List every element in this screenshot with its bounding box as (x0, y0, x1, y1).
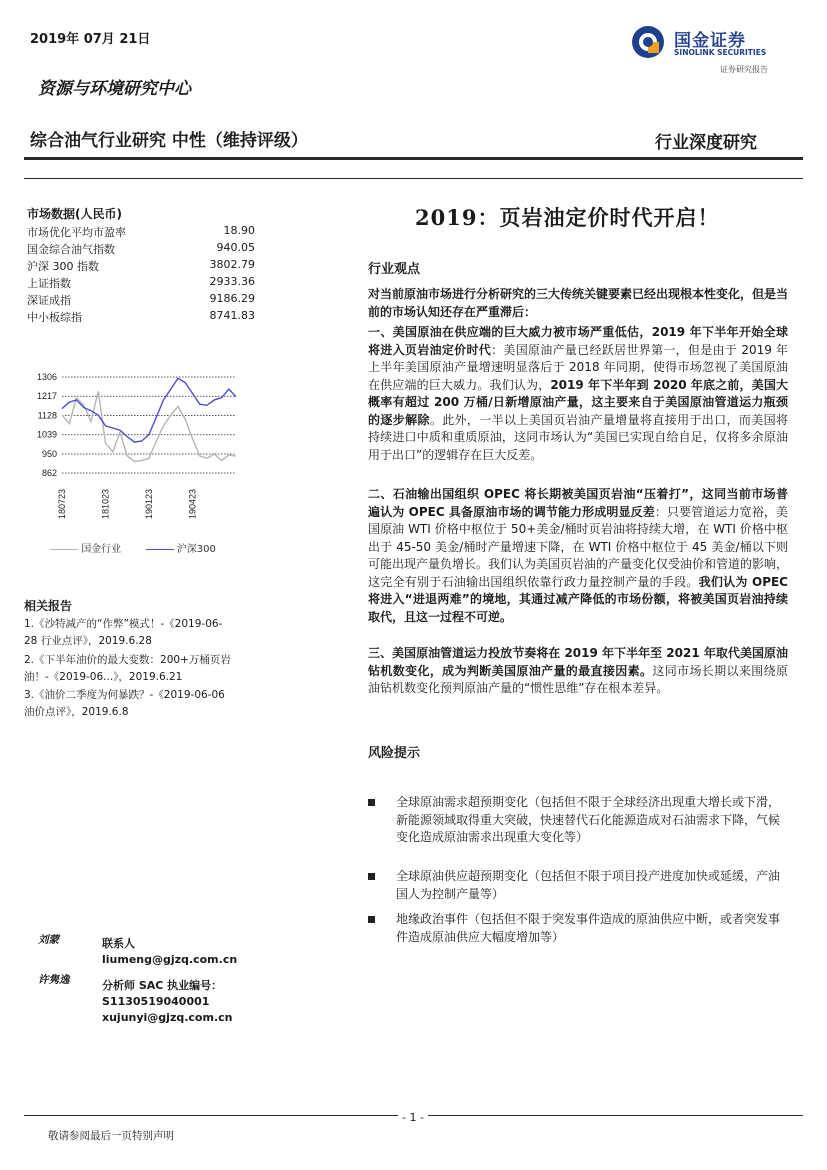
risk-text: 全球原油供应超预期变化（包括但不限于项目投产进度加快或延缓，产油国人为控制产量等） (396, 869, 781, 901)
intro-paragraph: 对当前原油市场进行分析研究的三大传统关键要素已经出现根本性变化，但是当前的市场认知还存在严重滞后： (368, 287, 789, 319)
point-one-highlight: 2019 年下半年到 2020 年底之前，美国大概率有超过 200 万桶/日新增原油产量，这主要来自于美国原油管道运力瓶颈的逐步解除 (368, 377, 788, 427)
point-three-lead: 三、美国原油管道运力投放节奏将在 2019 年下半年至 2021 年取代美国原油钻机数变化，成为判断美国原油产量的最直接因素。 (368, 646, 788, 678)
brand-name-cn: 国金证券 (674, 31, 746, 51)
risk-item (368, 794, 788, 866)
legend-label-hs300: 沪深300 (176, 544, 216, 555)
report-title: 综合油气行业研究 中性（维持评级） (30, 131, 308, 151)
point-two-highlight: 我们认为 OPEC 将进入“进退两难”的境地，其通过减产降低的市场份额，将被美国页岩油持续取代，且这一过程不可逆。 (368, 574, 788, 624)
sinolink-logo-icon (630, 24, 666, 60)
market-row-label: 上证指数 (27, 277, 71, 290)
point-one-lead: 一、美国原油在供应端的巨大威力被市场严重低估，2019 年下半年开始全球将进入页岩油定价时代 (368, 325, 788, 357)
market-row-value: 2933.36 (209, 275, 255, 288)
related-report-item[interactable] (24, 616, 266, 650)
analyst-email[interactable]: liumeng@gjzq.com.cn (102, 953, 238, 966)
point-one-text-a: ：美国原油产量已经跃居世界第一，但是由于 2019 年上半年美国原油产量增速明显落后于 2018 年同期，使得市场忽视了美国原油在供应端的巨大威力。我们认为， (368, 342, 788, 392)
analyst-info (102, 978, 232, 1026)
point-two-text-a: ：只要管道运力宽裕，美国原油 WTI 价格中枢位于 50+美金/桶时页岩油将持续大增，在 WTI 价格中枢出于 45-50 美金/桶时产量增速下降，在 WTI 价格中枢位于 45 美金/桶以下则可能出现产量负增长。我们认为美国页岩油的产量变化仅受油价和管道的影响，这完全有别于石油输出国组织依靠行政力量控制产量的手段。 (368, 504, 789, 589)
brand-name-en: SINOLINK SECURITIES (674, 48, 767, 57)
market-row (27, 241, 255, 258)
market-row-value: 3802.79 (209, 258, 255, 271)
bullet-square-icon (368, 916, 375, 923)
legend-label-industry: 国金行业 (81, 544, 122, 555)
related-report-line: 2.《下半年油价的最大变数：200+万桶页岩 (24, 654, 231, 666)
market-row-value: 940.05 (216, 241, 255, 254)
chart-y-tick-label: 862 (41, 468, 57, 478)
main-title: 2019：页岩油定价时代开启！ (415, 205, 720, 230)
brand-logo (630, 22, 790, 82)
market-row (27, 224, 255, 241)
header-rule (24, 157, 803, 160)
market-row-label: 市场优化平均市盈率 (27, 226, 126, 239)
view-heading: 行业观点 (368, 262, 421, 277)
legend-swatch-industry (50, 549, 78, 550)
related-report-item[interactable] (24, 652, 266, 686)
bullet-square-icon (368, 799, 375, 806)
related-report-line: 3.《油价二季度为何暴跌？-《2019-06-06 (24, 689, 225, 701)
chart-y-tick-label: 1128 (37, 410, 57, 421)
report-date: 2019年 07月 21日 (30, 32, 151, 47)
series-line-industry (62, 391, 236, 461)
market-row (27, 275, 255, 292)
market-row-value: 18.90 (223, 224, 255, 237)
risk-item (368, 868, 788, 904)
market-row-value: 8741.83 (209, 309, 255, 322)
market-row-value: 9186.29 (209, 292, 255, 305)
related-report-line: 28 行业点评》，2019.6.28 (24, 635, 152, 647)
point-one (368, 324, 788, 464)
series-line-hs300 (62, 378, 236, 442)
research-center: 资源与环境研究中心 (38, 79, 191, 99)
market-row (27, 292, 255, 309)
risk-item (368, 911, 788, 947)
report-type: 行业深度研究 (655, 133, 757, 153)
market-row (27, 258, 255, 275)
chart-x-tick-label: 190423 (187, 488, 198, 519)
related-report-line: 油价点评》，2019.6.8 (24, 706, 129, 718)
market-row-label: 深证成指 (27, 294, 71, 307)
analyst-info (102, 936, 237, 968)
page-number: - 1 - (398, 1111, 428, 1124)
point-one-text-c: 。此外，一半以上美国页岩油产量增量将直接用于出口，而美国将持续进口中质和重质原油，这同市场认为“美国已实现自给自足，仅将多余原油用于出口”的逻辑存在巨大反差。 (368, 412, 788, 462)
header-rule-thin (24, 178, 803, 179)
risk-text: 全球原油需求超预期变化（包括但不限于全球经济出现重大增长或下滑，新能源领域取得重大突破，快速替代石化能源造成对石油需求下降，气候变化造成原油需求出现重大变化等） (396, 795, 781, 844)
risk-text: 地缘政治事件（包括但不限于突发事件造成的原油供应中断，或者突发事件造成原油供应大幅度增加等） (396, 912, 781, 944)
point-three (368, 645, 788, 698)
market-row (27, 309, 255, 326)
point-two-lead: 二、石油输出国组织 OPEC 将长期被美国页岩油“压着打”，这同当前市场普遍认为 OPEC 具备原油市场的调节能力形成明显反差 (368, 487, 788, 519)
chart-y-tick-label: 1217 (36, 391, 57, 402)
chart-x-tick-label: 180723 (57, 488, 67, 519)
footer-disclaimer-note: 敬请参阅最后一页特别声明 (48, 1130, 174, 1142)
point-three-text: 这同市场长期以来围绕原油钻机数变化预判原油产量的“惯性思维”存在根本差异。 (368, 663, 788, 695)
chart-x-tick-label: 190123 (144, 488, 154, 519)
related-report-item[interactable] (24, 687, 266, 721)
related-reports-title: 相关报告 (24, 599, 73, 613)
analyst-name: 刘蒙 (38, 934, 59, 946)
chart-legend (50, 540, 216, 555)
market-row-label: 国金综合油气指数 (27, 243, 115, 256)
index-comparison-chart (20, 365, 240, 525)
related-report-line: 1.《沙特减产的“作弊”模式！-《2019-06- (24, 618, 223, 630)
bullet-square-icon (368, 873, 375, 880)
related-report-line: 油！-《2019-06...》，2019.6.21 (24, 671, 183, 683)
point-two (368, 486, 788, 626)
market-row-label: 沪深 300 指数 (27, 260, 99, 273)
chart-y-tick-label: 1039 (36, 429, 57, 440)
brand-subtitle: 证券研究报告 (720, 65, 768, 74)
analyst-role: 联系人 (102, 937, 135, 950)
chart-y-tick-label: 1306 (36, 372, 57, 382)
risk-heading: 风险提示 (368, 746, 421, 761)
analyst-name: 许隽逸 (38, 974, 70, 986)
legend-swatch-hs300 (146, 549, 174, 550)
market-data-title: 市场数据(人民币) (27, 207, 122, 221)
chart-x-tick-label: 181023 (100, 488, 111, 519)
analyst-role: 分析师 SAC 执业编号： (102, 979, 223, 992)
chart-y-tick-label: 950 (41, 448, 57, 459)
analyst-email[interactable]: xujunyi@gjzq.com.cn (102, 1011, 233, 1024)
market-row-label: 中小板综指 (27, 311, 82, 324)
analyst-cert: S1130519040001 (102, 995, 210, 1008)
